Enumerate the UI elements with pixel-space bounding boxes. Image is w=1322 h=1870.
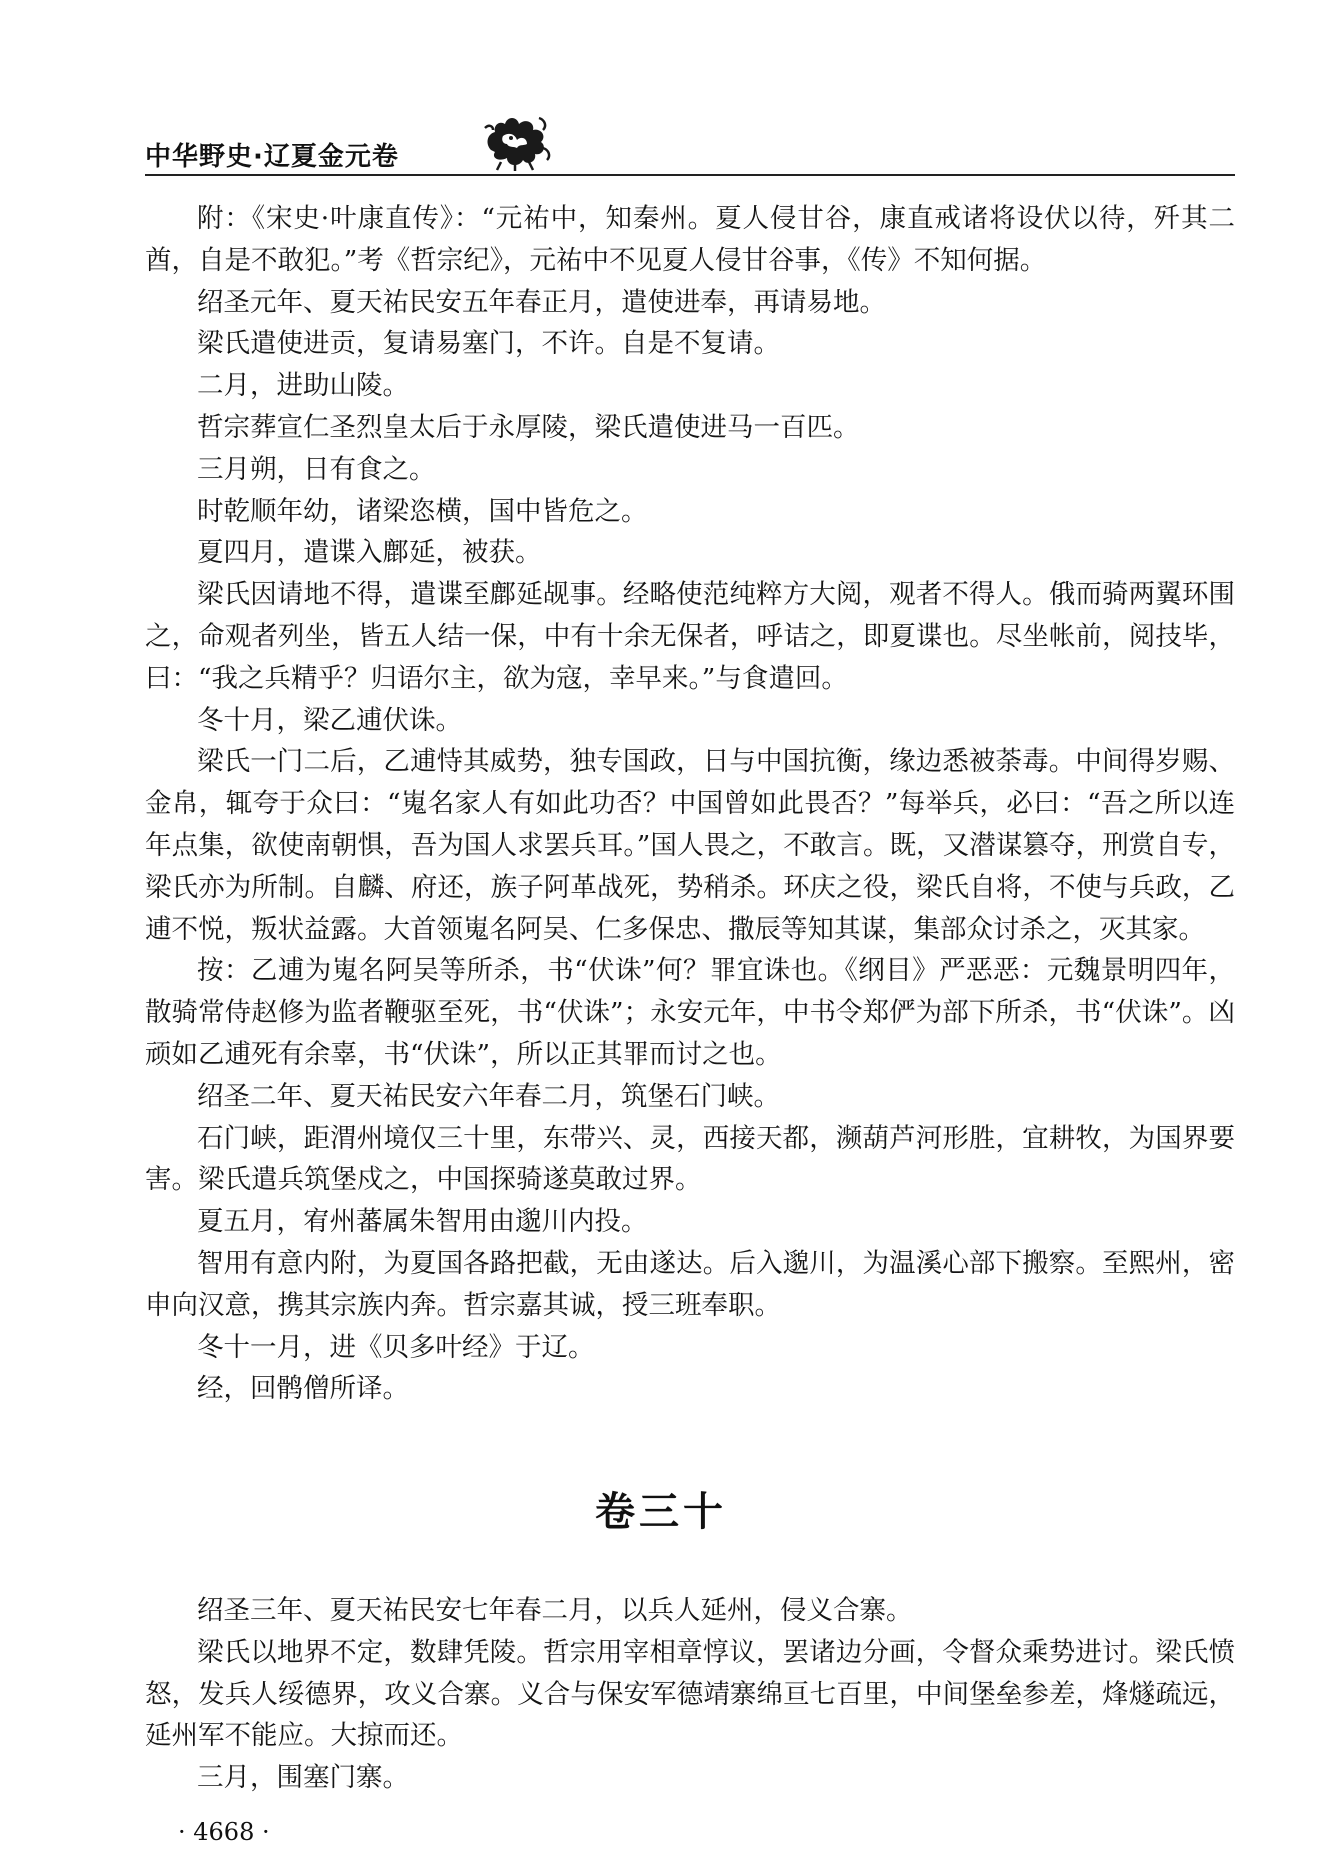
page-number: · 4668 · xyxy=(178,1818,270,1846)
dragon-emblem-icon xyxy=(481,110,553,172)
paragraph: 按：乙逋为嵬名阿吴等所杀，书“伏诛”何？罪宜诛也。《纲目》严恶恶：元魏景明四年，散骑常侍赵修为监者鞭驱至死，书“伏诛”；永安元年，中书令郑俨为部下所杀，书“伏诛”。凶顽如乙逋死有余辜，书“伏诛”，所以正其罪而讨之也。 xyxy=(145,955,1235,1070)
paragraph: 梁氏以地界不定，数肆凭陵。哲宗用宰相章惇议，罢诸边分画，令督众乘势进讨。梁氏愤怒，发兵人绥德界，攻义合寨。义合与保安军德靖寨绵亘七百里，中间堡垒参差，烽燧疏远，延州军不能应。大掠而还。 xyxy=(145,1636,1235,1752)
paragraph: 冬十一月，进《贝多叶经》于辽。 xyxy=(197,1331,595,1363)
paragraph: 智用有意内附，为夏国各路把截，无由遂达。后入邈川，为温溪心部下搬察。至熙州，密申向汉意，携其宗族内奔。哲宗嘉其诚，授三班奉职。 xyxy=(145,1247,1235,1321)
volume-heading: 卷三十 xyxy=(595,1489,727,1535)
paragraph: 梁氏因请地不得，遣谍至鄜延觇事。经略使范纯粹方大阅，观者不得人。俄而骑两翼环围之，命观者列坐，皆五人结一保，中有十余无保者，呼诘之，即夏谍也。尽坐帐前，阅技毕，曰：“我之兵精乎？归语尔主，欲为寇，幸早来。”与食遣回。 xyxy=(145,579,1235,694)
paragraph: 三月，围塞门寨。 xyxy=(197,1762,409,1794)
paragraph: 绍圣三年、夏天祐民安七年春二月，以兵人延州，侵义合寨。 xyxy=(197,1595,913,1626)
paragraph: 经，回鹘僧所译。 xyxy=(197,1373,409,1405)
paragraph: 石门峡，距渭州境仅三十里，东带兴、灵，西接天都，濒葫芦河形胜，宜耕牧，为国界要害。梁氏遣兵筑堡戍之，中国探骑遂莫敢过界。 xyxy=(145,1122,1235,1196)
paragraph: 三月朔，日有食之。 xyxy=(197,453,436,485)
volume-text-block xyxy=(145,1590,1235,1799)
running-header xyxy=(145,108,545,178)
paragraph: 梁氏一门二后，乙逋恃其威势，独专国政，日与中国抗衡，缘边悉被荼毒。中间得岁赐、金帛，辄夸于众曰：“嵬名家人有如此功否？中国曾如此畏否？”每举兵，必曰：“吾之所以连年点集，欲使南朝惧，吾为国人求罢兵耳。”国人畏之，不敢言。既，又潜谋篡夺，刑赏自专，梁氏亦为所制。自麟、府还，族子阿革战死，势稍杀。环庆之役，梁氏自将，不使与兵政，乙逋不悦，叛状益露。大首领嵬名阿吴、仁多保忠、撒辰等知其谋，集部众讨杀之，灭其家。 xyxy=(145,746,1235,945)
paragraph: 梁氏遣使进贡，复请易塞门，不许。自是不复请。 xyxy=(197,328,780,360)
paragraph: 绍圣元年、夏天祐民安五年春正月，遣使进奉，再请易地。 xyxy=(197,286,886,318)
paragraph: 夏五月，宥州蕃属朱智用由邈川内投。 xyxy=(197,1206,648,1238)
paragraph: 绍圣二年、夏天祐民安六年春二月，筑堡石门峡。 xyxy=(197,1080,780,1112)
paragraph: 哲宗葬宣仁圣烈皇太后于永厚陵，梁氏遣使进马一百匹。 xyxy=(197,411,860,443)
paragraph: 冬十月，梁乙逋伏诛。 xyxy=(197,704,462,736)
paragraph: 时乾顺年幼，诸梁恣横，国中皆危之。 xyxy=(197,495,648,527)
paragraph: 二月，进助山陵。 xyxy=(197,370,409,402)
paragraph: 附：《宋史·叶康直传》：“元祐中，知秦州。夏人侵甘谷，康直戒诸将设伏以待，歼其二酋，自是不敢犯。”考《哲宗纪》，元祐中不见夏人侵甘谷事，《传》不知何据。 xyxy=(145,203,1235,276)
header-divider xyxy=(145,174,1235,176)
book-title: 中华野史·辽夏金元卷 xyxy=(145,142,399,172)
main-text-block xyxy=(145,198,1235,1410)
paragraph: 夏四月，遣谍入鄜延，被获。 xyxy=(197,537,542,569)
